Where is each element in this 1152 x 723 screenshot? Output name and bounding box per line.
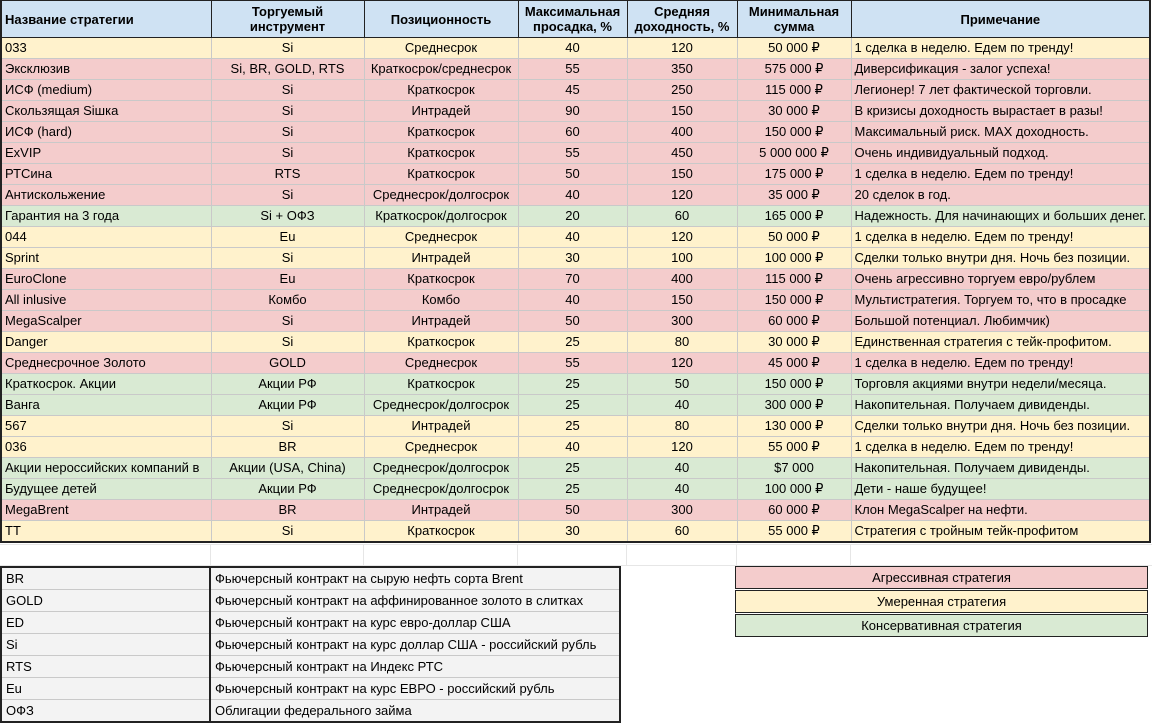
gridline <box>517 544 518 566</box>
drawdown-cell[interactable]: 20 <box>518 206 627 227</box>
yield-cell[interactable]: 300 <box>627 500 737 521</box>
drawdown-cell[interactable]: 55 <box>518 353 627 374</box>
glossary-row <box>1 634 620 656</box>
note-cell[interactable]: Накопительная. Получаем дивиденды. <box>851 458 1150 479</box>
drawdown-cell[interactable]: 30 <box>518 521 627 543</box>
drawdown-cell[interactable]: 60 <box>518 122 627 143</box>
glossary-desc-cell[interactable]: Фьючерсный контракт на курс евро-доллар США <box>210 612 620 634</box>
note-cell[interactable]: 20 сделок в год. <box>851 185 1150 206</box>
min-sum-cell[interactable]: 100 000 ₽ <box>737 479 851 500</box>
table-row <box>1 185 1150 206</box>
min-sum-cell[interactable]: 115 000 ₽ <box>737 269 851 290</box>
gridline <box>210 544 211 566</box>
instrument-cell[interactable]: Si <box>211 185 364 206</box>
drawdown-cell[interactable]: 45 <box>518 80 627 101</box>
header-cell-instrument[interactable]: Торгуемый инструмент <box>211 1 364 38</box>
table-row <box>1 122 1150 143</box>
strategy-name-cell[interactable]: TT <box>1 521 211 543</box>
position-cell[interactable]: Краткосрок <box>364 521 518 543</box>
drawdown-cell[interactable]: 25 <box>518 332 627 353</box>
min-sum-cell[interactable]: 50 000 ₽ <box>737 38 851 59</box>
strategy-name-cell[interactable]: РТСина <box>1 164 211 185</box>
yield-cell[interactable]: 350 <box>627 59 737 80</box>
drawdown-cell[interactable]: 50 <box>518 311 627 332</box>
strategy-name-cell[interactable]: 044 <box>1 227 211 248</box>
strategy-name-cell[interactable]: All inlusive <box>1 290 211 311</box>
gridline <box>0 544 1152 545</box>
position-cell[interactable]: Среднесрок/долгосрок <box>364 479 518 500</box>
instrument-cell[interactable]: Si <box>211 80 364 101</box>
instrument-cell[interactable]: Eu <box>211 227 364 248</box>
position-cell[interactable]: Среднесрок <box>364 227 518 248</box>
position-cell[interactable]: Краткосрок <box>364 269 518 290</box>
legend-moderate[interactable]: Умеренная стратегия <box>735 590 1148 613</box>
note-cell[interactable]: Легионер! 7 лет фактической торговли. <box>851 80 1150 101</box>
min-sum-cell[interactable]: 575 000 ₽ <box>737 59 851 80</box>
min-sum-cell[interactable]: 55 000 ₽ <box>737 521 851 543</box>
strategies-table-body <box>1 38 1150 543</box>
position-cell[interactable]: Комбо <box>364 290 518 311</box>
gridline <box>736 544 737 566</box>
position-cell[interactable]: Интрадей <box>364 416 518 437</box>
table-row <box>1 332 1150 353</box>
position-cell[interactable]: Краткосрок <box>364 374 518 395</box>
drawdown-cell[interactable]: 40 <box>518 38 627 59</box>
strategy-name-cell[interactable]: MegaScalper <box>1 311 211 332</box>
table-row <box>1 500 1150 521</box>
drawdown-cell[interactable]: 25 <box>518 458 627 479</box>
glossary-code-cell[interactable]: Si <box>1 634 210 656</box>
drawdown-cell[interactable]: 70 <box>518 269 627 290</box>
drawdown-cell[interactable]: 55 <box>518 59 627 80</box>
drawdown-cell[interactable]: 25 <box>518 395 627 416</box>
strategy-name-cell[interactable]: Среднесрочное Золото <box>1 353 211 374</box>
note-cell[interactable]: 1 сделка в неделю. Едем по тренду! <box>851 353 1150 374</box>
position-cell[interactable]: Среднесрок <box>364 38 518 59</box>
min-sum-cell[interactable]: 50 000 ₽ <box>737 227 851 248</box>
note-cell[interactable]: 1 сделка в неделю. Едем по тренду! <box>851 437 1150 458</box>
strategy-name-cell[interactable]: 567 <box>1 416 211 437</box>
position-cell[interactable]: Среднесрок <box>364 437 518 458</box>
instrument-cell[interactable]: Si <box>211 311 364 332</box>
note-cell[interactable]: Торговля акциями внутри недели/месяца. <box>851 374 1150 395</box>
strategy-name-cell[interactable]: MegaBrent <box>1 500 211 521</box>
min-sum-cell[interactable]: 115 000 ₽ <box>737 80 851 101</box>
yield-cell[interactable]: 60 <box>627 206 737 227</box>
note-cell[interactable]: 1 сделка в неделю. Едем по тренду! <box>851 227 1150 248</box>
note-cell[interactable]: Большой потенциал. Любимчик) <box>851 311 1150 332</box>
table-row <box>1 458 1150 479</box>
header-cell-position[interactable]: Позиционность <box>364 1 518 38</box>
glossary-desc-cell[interactable]: Облигации федерального займа <box>210 700 620 723</box>
min-sum-cell[interactable]: 150 000 ₽ <box>737 290 851 311</box>
position-cell[interactable]: Краткосрок <box>364 80 518 101</box>
header-cell-drawdown[interactable]: Максимальная просадка, % <box>518 1 627 38</box>
note-cell[interactable]: Диверсификация - залог успеха! <box>851 59 1150 80</box>
glossary-code-cell[interactable]: GOLD <box>1 590 210 612</box>
min-sum-cell[interactable]: 300 000 ₽ <box>737 395 851 416</box>
yield-cell[interactable]: 250 <box>627 80 737 101</box>
table-row <box>1 59 1150 80</box>
table-row <box>1 521 1150 543</box>
strategy-name-cell[interactable]: Эксклюзив <box>1 59 211 80</box>
table-row <box>1 80 1150 101</box>
drawdown-cell[interactable]: 40 <box>518 227 627 248</box>
table-row <box>1 227 1150 248</box>
position-cell[interactable]: Краткосрок <box>364 164 518 185</box>
instrument-cell[interactable]: Si <box>211 332 364 353</box>
table-row <box>1 311 1150 332</box>
note-cell[interactable]: Очень индивидуальный подход. <box>851 143 1150 164</box>
table-row <box>1 101 1150 122</box>
glossary-code-cell[interactable]: ОФЗ <box>1 700 210 723</box>
strategy-name-cell[interactable]: Ванга <box>1 395 211 416</box>
gridline <box>626 544 627 566</box>
instrument-cell[interactable]: Si <box>211 143 364 164</box>
yield-cell[interactable]: 400 <box>627 269 737 290</box>
table-row <box>1 164 1150 185</box>
legend-conservative[interactable]: Консервативная стратегия <box>735 614 1148 637</box>
glossary-code-cell[interactable]: ED <box>1 612 210 634</box>
note-cell[interactable]: Максимальный риск. MAX доходность. <box>851 122 1150 143</box>
strategy-name-cell[interactable]: ИСФ (hard) <box>1 122 211 143</box>
table-row <box>1 395 1150 416</box>
note-cell[interactable]: Очень агрессивно торгуем евро/рублем <box>851 269 1150 290</box>
yield-cell[interactable]: 40 <box>627 395 737 416</box>
table-row <box>1 248 1150 269</box>
header-cell-yield[interactable]: Средняя доходность, % <box>627 1 737 38</box>
glossary-row <box>1 590 620 612</box>
glossary-code-cell[interactable]: Eu <box>1 678 210 700</box>
note-cell[interactable]: Сделки только внутри дня. Ночь без позиции. <box>851 416 1150 437</box>
min-sum-cell[interactable]: 130 000 ₽ <box>737 416 851 437</box>
min-sum-cell[interactable]: 35 000 ₽ <box>737 185 851 206</box>
drawdown-cell[interactable]: 50 <box>518 500 627 521</box>
table-row <box>1 38 1150 59</box>
drawdown-cell[interactable]: 55 <box>518 143 627 164</box>
table-row <box>1 290 1150 311</box>
yield-cell[interactable]: 400 <box>627 122 737 143</box>
instrument-cell[interactable]: Si <box>211 122 364 143</box>
drawdown-cell[interactable]: 40 <box>518 290 627 311</box>
yield-cell[interactable]: 120 <box>627 185 737 206</box>
yield-cell[interactable]: 120 <box>627 437 737 458</box>
strategy-name-cell[interactable]: Акции нероссийских компаний в <box>1 458 211 479</box>
instrument-cell[interactable]: Si <box>211 521 364 543</box>
note-cell[interactable]: Надежность. Для начинающих и больших денег. <box>851 206 1150 227</box>
table-row <box>1 479 1150 500</box>
yield-cell[interactable]: 80 <box>627 416 737 437</box>
min-sum-cell[interactable]: 165 000 ₽ <box>737 206 851 227</box>
instrument-cell[interactable]: GOLD <box>211 353 364 374</box>
note-cell[interactable]: В кризисы доходность вырастает в разы! <box>851 101 1150 122</box>
header-cell-note[interactable]: Примечание <box>851 1 1150 38</box>
glossary-desc-cell[interactable]: Фьючерсный контракт на курс доллар США - российский рубль <box>210 634 620 656</box>
yield-cell[interactable]: 80 <box>627 332 737 353</box>
glossary-desc-cell[interactable]: Фьючерсный контракт на Индекс РТС <box>210 656 620 678</box>
note-cell[interactable]: Единственная стратегия с тейк-профитом. <box>851 332 1150 353</box>
glossary-desc-cell[interactable]: Фьючерсный контракт на аффинированное золото в слитках <box>210 590 620 612</box>
strategy-name-cell[interactable]: Будущее детей <box>1 479 211 500</box>
position-cell[interactable]: Среднесрок <box>364 353 518 374</box>
position-cell[interactable]: Среднесрок/долгосрок <box>364 185 518 206</box>
instrument-cell[interactable]: Акции РФ <box>211 479 364 500</box>
min-sum-cell[interactable]: 30 000 ₽ <box>737 332 851 353</box>
position-cell[interactable]: Краткосрок/среднесрок <box>364 59 518 80</box>
strategy-name-cell[interactable]: 036 <box>1 437 211 458</box>
note-cell[interactable]: 1 сделка в неделю. Едем по тренду! <box>851 164 1150 185</box>
position-cell[interactable]: Интрадей <box>364 311 518 332</box>
yield-cell[interactable]: 120 <box>627 353 737 374</box>
position-cell[interactable]: Среднесрок/долгосрок <box>364 395 518 416</box>
position-cell[interactable]: Краткосрок <box>364 122 518 143</box>
header-cell-name[interactable]: Название стратегии <box>1 1 211 38</box>
min-sum-cell[interactable]: 55 000 ₽ <box>737 437 851 458</box>
yield-cell[interactable]: 40 <box>627 458 737 479</box>
note-cell[interactable]: Клон MegaScalper на нефти. <box>851 500 1150 521</box>
min-sum-cell[interactable]: 60 000 ₽ <box>737 500 851 521</box>
glossary-code-cell[interactable]: RTS <box>1 656 210 678</box>
note-cell[interactable]: 1 сделка в неделю. Едем по тренду! <box>851 38 1150 59</box>
strategy-name-cell[interactable]: EuroClone <box>1 269 211 290</box>
instrument-cell[interactable]: Si, BR, GOLD, RTS <box>211 59 364 80</box>
instrument-cell[interactable]: RTS <box>211 164 364 185</box>
glossary-row <box>1 612 620 634</box>
table-row <box>1 206 1150 227</box>
min-sum-cell[interactable]: 150 000 ₽ <box>737 122 851 143</box>
note-cell[interactable]: Дети - наше будущее! <box>851 479 1150 500</box>
instrument-cell[interactable]: Si + ОФЗ <box>211 206 364 227</box>
table-row <box>1 353 1150 374</box>
instrument-cell[interactable]: Si <box>211 101 364 122</box>
glossary-desc-cell[interactable]: Фьючерсный контракт на сырую нефть сорта Brent <box>210 567 620 590</box>
glossary-body <box>1 567 620 722</box>
header-row <box>1 1 1150 38</box>
yield-cell[interactable]: 120 <box>627 227 737 248</box>
instrument-cell[interactable]: BR <box>211 500 364 521</box>
position-cell[interactable]: Краткосрок <box>364 143 518 164</box>
table-row <box>1 143 1150 164</box>
note-cell[interactable]: Сделки только внутри дня. Ночь без позиции. <box>851 248 1150 269</box>
gridline <box>850 544 851 566</box>
position-cell[interactable]: Интрадей <box>364 248 518 269</box>
instrument-glossary-table <box>0 566 621 723</box>
glossary-row <box>1 656 620 678</box>
table-row <box>1 269 1150 290</box>
instrument-cell[interactable]: Комбо <box>211 290 364 311</box>
glossary-desc-cell[interactable]: Фьючерсный контракт на курс ЕВРО - российский рубль <box>210 678 620 700</box>
glossary-code-cell[interactable]: BR <box>1 567 210 590</box>
position-cell[interactable]: Интрадей <box>364 500 518 521</box>
yield-cell[interactable]: 40 <box>627 479 737 500</box>
glossary-row <box>1 567 620 590</box>
gridline <box>363 544 364 566</box>
instrument-cell[interactable]: Акции РФ <box>211 395 364 416</box>
strategy-name-cell[interactable]: Антискольжение <box>1 185 211 206</box>
min-sum-cell[interactable]: 175 000 ₽ <box>737 164 851 185</box>
instrument-cell[interactable]: Акции (USA, China) <box>211 458 364 479</box>
yield-cell[interactable]: 450 <box>627 143 737 164</box>
drawdown-cell[interactable]: 40 <box>518 437 627 458</box>
yield-cell[interactable]: 100 <box>627 248 737 269</box>
strategy-name-cell[interactable]: ИСФ (medium) <box>1 80 211 101</box>
drawdown-cell[interactable]: 25 <box>518 479 627 500</box>
drawdown-cell[interactable]: 40 <box>518 185 627 206</box>
note-cell[interactable]: Стратегия с тройным тейк-профитом <box>851 521 1150 543</box>
drawdown-cell[interactable]: 30 <box>518 248 627 269</box>
strategy-name-cell[interactable]: 033 <box>1 38 211 59</box>
table-row <box>1 374 1150 395</box>
instrument-cell[interactable]: Eu <box>211 269 364 290</box>
drawdown-cell[interactable]: 50 <box>518 164 627 185</box>
yield-cell[interactable]: 300 <box>627 311 737 332</box>
min-sum-cell[interactable]: 45 000 ₽ <box>737 353 851 374</box>
position-cell[interactable]: Краткосрок/долгосрок <box>364 206 518 227</box>
strategy-name-cell[interactable]: Danger <box>1 332 211 353</box>
yield-cell[interactable]: 50 <box>627 374 737 395</box>
instrument-cell[interactable]: Si <box>211 38 364 59</box>
instrument-cell[interactable]: Si <box>211 248 364 269</box>
min-sum-cell[interactable]: 60 000 ₽ <box>737 311 851 332</box>
position-cell[interactable]: Интрадей <box>364 101 518 122</box>
strategy-name-cell[interactable]: Гарантия на 3 года <box>1 206 211 227</box>
note-cell[interactable]: Накопительная. Получаем дивиденды. <box>851 395 1150 416</box>
yield-cell[interactable]: 150 <box>627 290 737 311</box>
strategy-color-legend <box>735 566 1148 638</box>
strategy-name-cell[interactable]: Sprint <box>1 248 211 269</box>
strategy-name-cell[interactable]: Краткосрок. Акции <box>1 374 211 395</box>
min-sum-cell[interactable]: 150 000 ₽ <box>737 374 851 395</box>
header-cell-min-sum[interactable]: Минимальная сумма <box>737 1 851 38</box>
position-cell[interactable]: Краткосрок <box>364 332 518 353</box>
drawdown-cell[interactable]: 25 <box>518 374 627 395</box>
legend-aggressive[interactable]: Агрессивная стратегия <box>735 566 1148 589</box>
yield-cell[interactable]: 120 <box>627 38 737 59</box>
strategy-name-cell[interactable]: ExVIP <box>1 143 211 164</box>
strategy-name-cell[interactable]: Скользящая Siшка <box>1 101 211 122</box>
yield-cell[interactable]: 60 <box>627 521 737 543</box>
table-row <box>1 437 1150 458</box>
note-cell[interactable]: Мультистратегия. Торгуем то, что в просадке <box>851 290 1150 311</box>
instrument-cell[interactable]: Si <box>211 416 364 437</box>
instrument-cell[interactable]: Акции РФ <box>211 374 364 395</box>
min-sum-cell[interactable]: 5 000 000 ₽ <box>737 143 851 164</box>
yield-cell[interactable]: 150 <box>627 164 737 185</box>
drawdown-cell[interactable]: 90 <box>518 101 627 122</box>
glossary-row <box>1 700 620 723</box>
position-cell[interactable]: Среднесрок/долгосрок <box>364 458 518 479</box>
yield-cell[interactable]: 150 <box>627 101 737 122</box>
instrument-cell[interactable]: BR <box>211 437 364 458</box>
min-sum-cell[interactable]: 30 000 ₽ <box>737 101 851 122</box>
min-sum-cell[interactable]: $7 000 <box>737 458 851 479</box>
table-row <box>1 416 1150 437</box>
min-sum-cell[interactable]: 100 000 ₽ <box>737 248 851 269</box>
drawdown-cell[interactable]: 25 <box>518 416 627 437</box>
glossary-row <box>1 678 620 700</box>
